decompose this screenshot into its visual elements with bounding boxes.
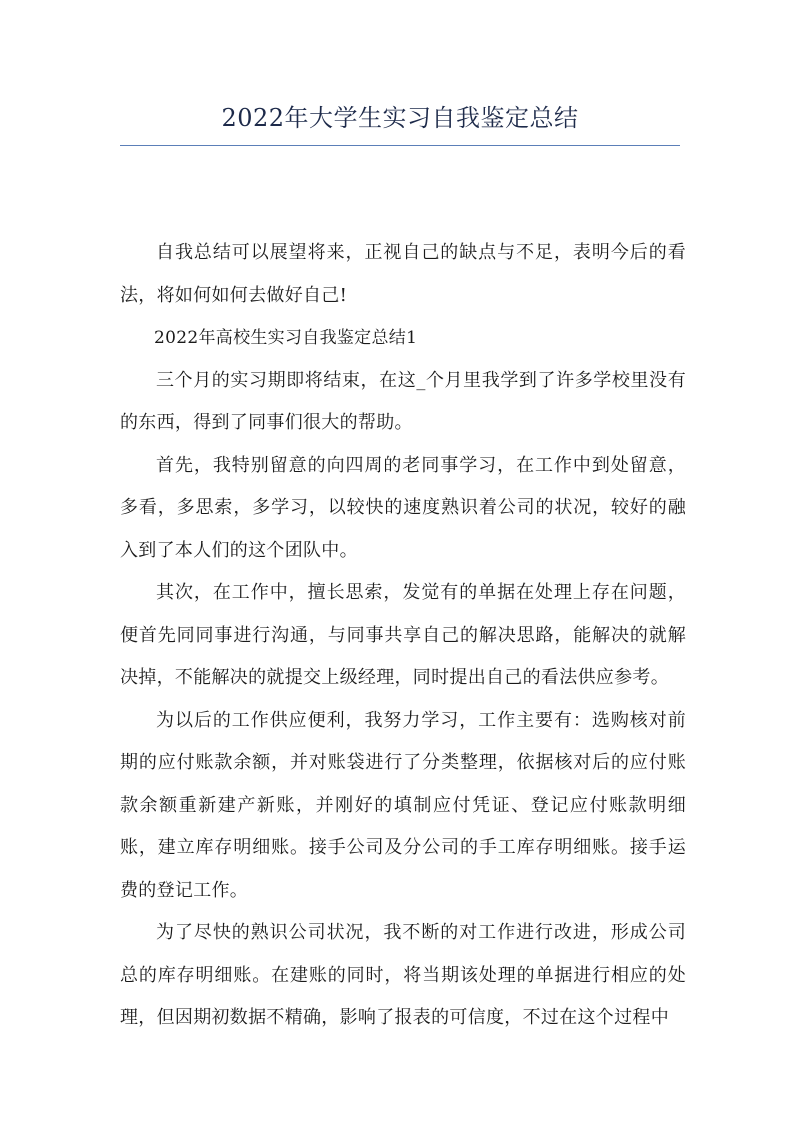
paragraph: 其次，在工作中，擅长思索，发觉有的单据在处理上存在问题，便首先同同事进行沟通，与同事共享自己的解决思路，能解决的就解决掉，不能解决的就提交上级经理，同时提出自己的看法供应参考。: [120, 582, 686, 688]
paragraph: 三个月的实习期即将结束，在这_个月里我学到了许多学校里没有的东西，得到了同事们很大的帮助。: [120, 369, 686, 433]
paragraph: 首先，我特别留意的向四周的老同事学习，在工作中到处留意，多看，多思索，多学习，以较快的速度熟识着公司的状况，较好的融入到了本人们的这个团队中。: [120, 454, 686, 561]
document-title: 2022年大学生实习自我鉴定总结: [221, 104, 579, 132]
paragraph-intro: 自我总结可以展望将来，正视自己的缺点与不足，表明今后的看法，将如何如何去做好自己!: [120, 242, 686, 306]
title-divider: [120, 145, 680, 146]
paragraph: 为了尽快的熟识公司状况，我不断的对工作进行改进，形成公司总的库存明细账。在建账的同时，将当期该处理的单据进行相应的处理，但因期初数据不精确，影响了报表的可信度，不过在这个过程中: [120, 922, 686, 1028]
section-heading: 2022年高校生实习自我鉴定总结1: [154, 328, 418, 348]
document-body: [120, 232, 686, 1040]
paragraph: 为以后的工作供应便利，我努力学习，工作主要有：选购核对前期的应付账款余额，并对账袋进行了分类整理，依据核对后的应付账款余额重新建产新账，并刚好的填制应付凭证、登记应付账款明细账，建立库存明细账。接手公司及分公司的手工库存明细账。接手运费的登记工作。: [120, 709, 686, 901]
